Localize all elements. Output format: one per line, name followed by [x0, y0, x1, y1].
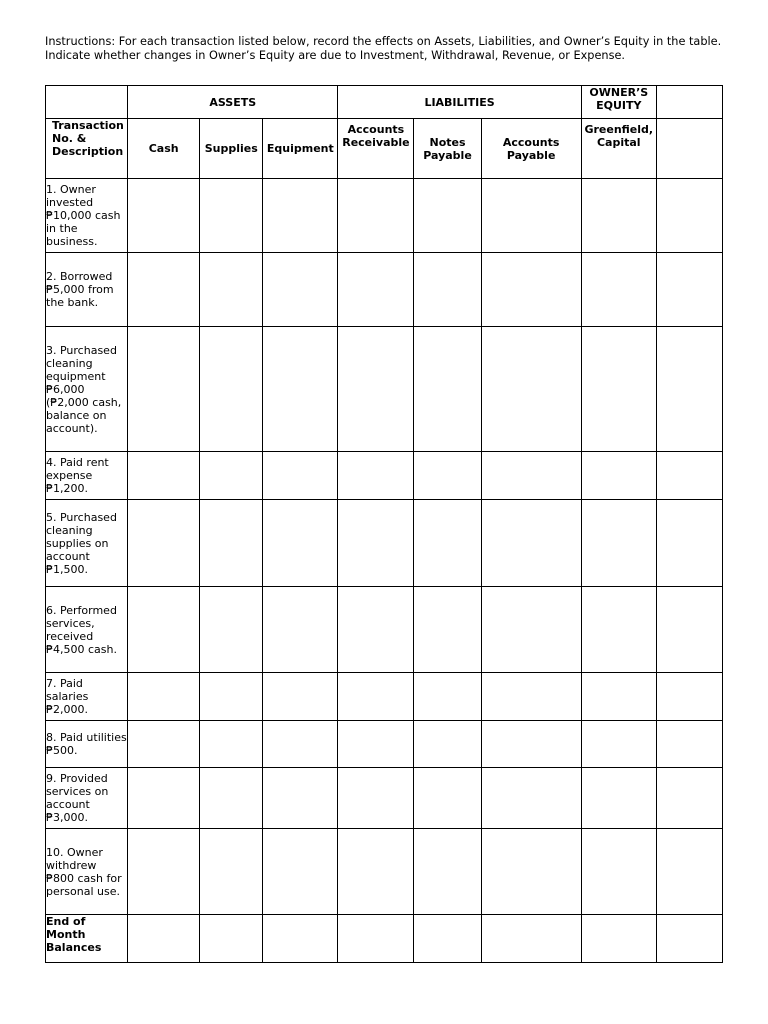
extra-header-cell — [656, 86, 722, 119]
notes-payable-cell[interactable] — [414, 253, 481, 327]
extra-cell[interactable] — [656, 452, 722, 500]
table-row — [46, 179, 723, 253]
table-row — [46, 721, 723, 768]
accounts-receivable-cell[interactable] — [338, 179, 414, 253]
capital-cell[interactable] — [581, 500, 656, 587]
table-row — [46, 587, 723, 673]
cash-column-header: Cash — [128, 119, 200, 179]
liabilities-header: LIABILITIES — [338, 86, 581, 119]
capital-cell[interactable] — [581, 587, 656, 673]
notes-payable-cell[interactable] — [414, 829, 481, 915]
accounts-receivable-cell[interactable] — [338, 452, 414, 500]
cash-cell[interactable] — [128, 327, 200, 452]
capital-cell[interactable] — [581, 768, 656, 829]
supplies-cell[interactable] — [200, 915, 263, 963]
extra-cell[interactable] — [656, 673, 722, 721]
notes-payable-cell[interactable] — [414, 500, 481, 587]
equipment-cell[interactable] — [263, 673, 338, 721]
transaction-table — [45, 85, 723, 963]
supplies-cell[interactable] — [200, 721, 263, 768]
accounts-payable-cell[interactable] — [481, 915, 581, 963]
cash-cell[interactable] — [128, 673, 200, 721]
accounts-payable-cell[interactable] — [481, 673, 581, 721]
equipment-cell[interactable] — [263, 587, 338, 673]
extra-cell[interactable] — [656, 179, 722, 253]
row-description: 9. Provided services on account ₱3,000. — [46, 768, 128, 829]
table-row — [46, 673, 723, 721]
row-description: 1. Owner invested ₱10,000 cash in the business. — [46, 179, 128, 253]
cash-cell[interactable] — [128, 829, 200, 915]
accounts-receivable-cell[interactable] — [338, 327, 414, 452]
accounts-payable-cell[interactable] — [481, 587, 581, 673]
balances-description: End of Month Balances — [46, 915, 128, 963]
accounts-payable-cell[interactable] — [481, 829, 581, 915]
accounts-payable-cell[interactable] — [481, 452, 581, 500]
row-description: 7. Paid salaries ₱2,000. — [46, 673, 128, 721]
equipment-cell[interactable] — [263, 721, 338, 768]
table-row — [46, 829, 723, 915]
owners-equity-header: OWNER’S EQUITY — [581, 86, 656, 119]
supplies-cell[interactable] — [200, 452, 263, 500]
transaction-column-header: Transaction No. & Description — [46, 119, 128, 179]
cash-cell[interactable] — [128, 500, 200, 587]
supplies-cell[interactable] — [200, 829, 263, 915]
notes-payable-column-header: Notes Payable — [414, 119, 481, 179]
extra-cell[interactable] — [656, 587, 722, 673]
row-description: 8. Paid utilities ₱500. — [46, 721, 128, 768]
accounts-receivable-cell[interactable] — [338, 500, 414, 587]
row-description: 2. Borrowed ₱5,000 from the bank. — [46, 253, 128, 327]
equipment-cell[interactable] — [263, 829, 338, 915]
supplies-cell[interactable] — [200, 500, 263, 587]
equipment-cell[interactable] — [263, 179, 338, 253]
equipment-cell[interactable] — [263, 500, 338, 587]
equipment-column-header: Equipment — [263, 119, 338, 179]
accounts-payable-cell[interactable] — [481, 768, 581, 829]
notes-payable-cell[interactable] — [414, 915, 481, 963]
supplies-cell[interactable] — [200, 673, 263, 721]
table-row — [46, 500, 723, 587]
row-description: 5. Purchased cleaning supplies on account ₱1,500. — [46, 500, 128, 587]
notes-payable-cell[interactable] — [414, 673, 481, 721]
accounts-receivable-column-header: Accounts Receivable — [338, 119, 414, 179]
capital-column-header: Greenfield, Capital — [581, 119, 656, 179]
notes-payable-cell[interactable] — [414, 587, 481, 673]
table-row — [46, 327, 723, 452]
capital-cell[interactable] — [581, 327, 656, 452]
capital-cell[interactable] — [581, 179, 656, 253]
accounts-receivable-cell[interactable] — [338, 829, 414, 915]
cash-cell[interactable] — [128, 721, 200, 768]
cash-cell[interactable] — [128, 253, 200, 327]
extra-column-header — [656, 119, 722, 179]
notes-payable-cell[interactable] — [414, 179, 481, 253]
table-row — [46, 768, 723, 829]
cash-cell[interactable] — [128, 587, 200, 673]
assets-header: ASSETS — [128, 86, 338, 119]
notes-payable-cell[interactable] — [414, 721, 481, 768]
capital-cell[interactable] — [581, 452, 656, 500]
cash-cell[interactable] — [128, 179, 200, 253]
supplies-cell[interactable] — [200, 179, 263, 253]
accounts-receivable-cell[interactable] — [338, 915, 414, 963]
accounts-receivable-cell[interactable] — [338, 587, 414, 673]
supplies-column-header: Supplies — [200, 119, 263, 179]
extra-cell[interactable] — [656, 327, 722, 452]
notes-payable-cell[interactable] — [414, 452, 481, 500]
balances-row — [46, 915, 723, 963]
column-header-row — [46, 119, 723, 179]
row-description: 3. Purchased cleaning equipment ₱6,000 (₱2,000 cash, balance on account). — [46, 327, 128, 452]
capital-cell[interactable] — [581, 915, 656, 963]
table-row — [46, 253, 723, 327]
extra-cell[interactable] — [656, 768, 722, 829]
row-description: 6. Performed services, received ₱4,500 cash. — [46, 587, 128, 673]
table-row — [46, 452, 723, 500]
capital-cell[interactable] — [581, 721, 656, 768]
extra-cell[interactable] — [656, 500, 722, 587]
extra-cell[interactable] — [656, 829, 722, 915]
accounts-payable-cell[interactable] — [481, 253, 581, 327]
accounts-receivable-cell[interactable] — [338, 768, 414, 829]
accounts-payable-cell[interactable] — [481, 179, 581, 253]
accounts-receivable-cell[interactable] — [338, 721, 414, 768]
instructions-text: Instructions: For each transaction listed below, record the effects on Assets, Liabilities, and Owner’s Equity in the table. Indicate whether changes in Owner’s Equity are due to Investment, Withdrawal, Revenue, or Expense. — [45, 35, 722, 62]
equipment-cell[interactable] — [263, 327, 338, 452]
cash-cell[interactable] — [128, 915, 200, 963]
notes-payable-cell[interactable] — [414, 327, 481, 452]
accounts-payable-cell[interactable] — [481, 327, 581, 452]
accounts-receivable-cell[interactable] — [338, 253, 414, 327]
cash-cell[interactable] — [128, 768, 200, 829]
accounts-payable-cell[interactable] — [481, 721, 581, 768]
equipment-cell[interactable] — [263, 915, 338, 963]
extra-cell[interactable] — [656, 915, 722, 963]
supplies-cell[interactable] — [200, 327, 263, 452]
group-header-row — [46, 86, 723, 119]
cash-cell[interactable] — [128, 452, 200, 500]
equipment-cell[interactable] — [263, 253, 338, 327]
supplies-cell[interactable] — [200, 253, 263, 327]
corner-cell — [46, 86, 128, 119]
extra-cell[interactable] — [656, 253, 722, 327]
accounts-payable-column-header: Accounts Payable — [481, 119, 581, 179]
supplies-cell[interactable] — [200, 587, 263, 673]
capital-cell[interactable] — [581, 253, 656, 327]
row-description: 10. Owner withdrew ₱800 cash for personal use. — [46, 829, 128, 915]
accounts-receivable-cell[interactable] — [338, 673, 414, 721]
notes-payable-cell[interactable] — [414, 768, 481, 829]
extra-cell[interactable] — [656, 721, 722, 768]
supplies-cell[interactable] — [200, 768, 263, 829]
equipment-cell[interactable] — [263, 452, 338, 500]
accounts-payable-cell[interactable] — [481, 500, 581, 587]
equipment-cell[interactable] — [263, 768, 338, 829]
capital-cell[interactable] — [581, 829, 656, 915]
capital-cell[interactable] — [581, 673, 656, 721]
row-description: 4. Paid rent expense ₱1,200. — [46, 452, 128, 500]
